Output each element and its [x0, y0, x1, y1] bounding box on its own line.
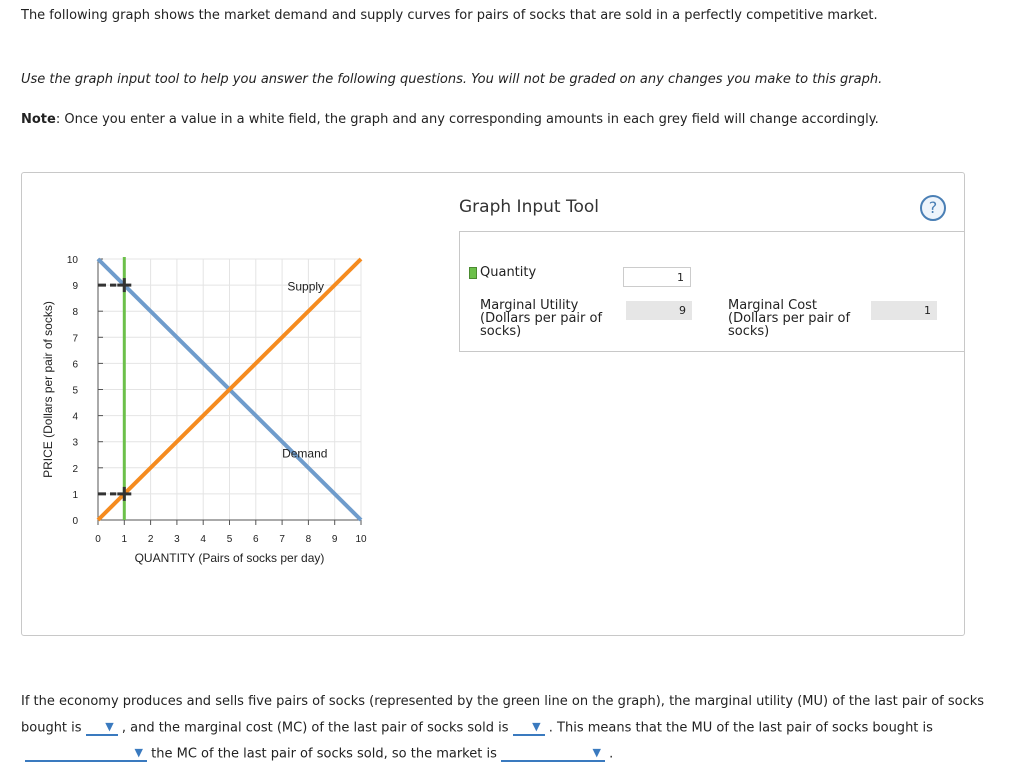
x-tick-label: 1 — [121, 534, 128, 545]
market-efficiency-dropdown[interactable] — [501, 746, 605, 762]
intro-text: The following graph shows the market demand and supply curves for pairs of socks that are sold in a perfectly competitive market. — [21, 8, 878, 23]
supply-demand-graph[interactable] — [30, 240, 380, 580]
y-tick-label: 0 — [72, 516, 78, 527]
x-tick-label: 0 — [95, 534, 101, 545]
y-tick-label: 6 — [72, 359, 78, 371]
mu-label-line: socks) — [480, 324, 522, 339]
y-tick-label: 1 — [72, 489, 78, 501]
demand-label: Demand — [282, 446, 328, 461]
quantity-color-swatch — [469, 267, 477, 279]
question-line-1: If the economy produces and sells five pairs of socks (represented by the green line on the graph), the marginal utility (MU) of the last pair of socks — [21, 694, 985, 709]
note-body: : Once you enter a value in a white field, the graph and any corresponding amounts in each grey field will change accordingly. — [55, 112, 879, 127]
quantity-input[interactable]: 1 — [623, 267, 691, 287]
y-tick-label: 5 — [72, 385, 78, 397]
marginal-cost-value: 1 — [871, 301, 937, 320]
supply-label: Supply — [287, 279, 325, 294]
dropdown-arrow-icon: ▼ — [592, 746, 601, 759]
dropdown-arrow-icon: ▼ — [134, 746, 143, 759]
mu-label-line: (Dollars per pair of — [480, 311, 603, 326]
x-axis-label: QUANTITY (Pairs of socks per day) — [134, 551, 325, 565]
question-text: . This means that the MU of the last pair of socks bought is — [548, 720, 933, 736]
mc-label-line: (Dollars per pair of — [728, 311, 851, 326]
question-text: the MC of the last pair of socks sold, so the market is — [151, 746, 497, 762]
y-tick-label: 9 — [72, 281, 78, 293]
y-tick-label: 4 — [72, 411, 78, 423]
mc-label-line: Marginal Cost — [728, 298, 818, 313]
comparison-dropdown[interactable] — [25, 746, 147, 762]
instruction-text: Use the graph input tool to help you answer the following questions. You will not be graded on any changes you make to this graph. — [21, 72, 883, 87]
x-tick-label: 7 — [279, 534, 285, 545]
note-text — [21, 112, 879, 127]
x-tick-label: 4 — [200, 534, 206, 545]
x-tick-label: 8 — [305, 534, 312, 545]
x-tick-label: 6 — [253, 534, 259, 545]
mu-dropdown[interactable] — [86, 720, 118, 736]
x-tick-label: 5 — [226, 534, 233, 545]
y-tick-label: 3 — [72, 437, 78, 449]
question-text: . — [609, 746, 614, 762]
y-tick-label: 2 — [72, 463, 78, 475]
x-tick-label: 10 — [355, 534, 367, 545]
x-tick-label: 2 — [147, 534, 154, 545]
dropdown-arrow-icon: ▼ — [532, 720, 541, 733]
quantity-label: Quantity — [480, 265, 537, 280]
question-text: , and the marginal cost (MC) of the last pair of socks sold is — [121, 720, 509, 736]
mu-label-line: Marginal Utility — [480, 298, 579, 313]
y-tick-label: 7 — [72, 333, 78, 345]
marginal-utility-label — [480, 299, 602, 338]
graph-input-tool-title: Graph Input Tool — [459, 197, 599, 217]
question-text: bought is — [21, 720, 82, 736]
help-icon[interactable]: ? — [920, 195, 946, 221]
marginal-utility-value: 9 — [626, 301, 692, 320]
mc-label-line: socks) — [728, 324, 770, 339]
y-tick-label: 10 — [66, 255, 78, 266]
marginal-cost-label — [728, 299, 850, 338]
x-tick-label: 9 — [331, 534, 338, 545]
note-label: Note — [21, 112, 56, 127]
question-line-2 — [21, 720, 933, 736]
x-tick-label: 3 — [174, 534, 180, 545]
y-axis-label: PRICE (Dollars per pair of socks) — [41, 301, 55, 478]
dropdown-arrow-icon: ▼ — [105, 720, 114, 733]
question-line-3 — [25, 746, 613, 762]
mc-dropdown[interactable] — [513, 720, 545, 736]
y-tick-label: 8 — [72, 307, 78, 319]
